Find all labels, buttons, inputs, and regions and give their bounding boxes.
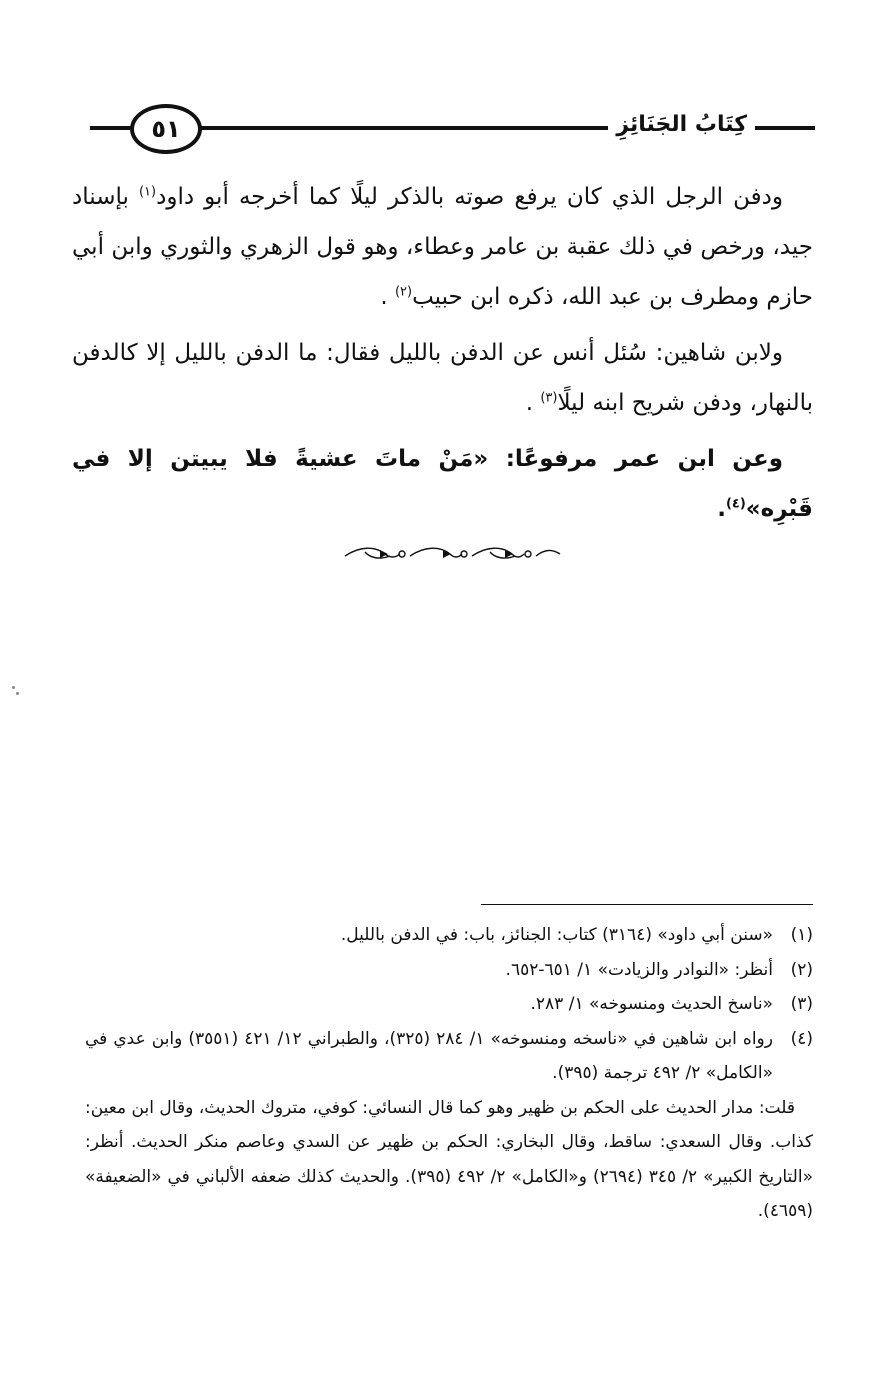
paragraph-text: . (525, 390, 541, 416)
footnote-number: (١) (790, 925, 813, 945)
page-number-badge (130, 104, 202, 154)
paragraph-text: . (380, 284, 395, 310)
main-text (72, 172, 813, 540)
footnote-text: «سنن أبي داود» (٣١٦٤) كتاب: الجنائز، باب: في الدفن بالليل. (340, 925, 773, 945)
paragraph-text: . (717, 496, 726, 522)
paragraph-2 (72, 328, 813, 428)
footnote-2 (85, 953, 813, 988)
floral-divider-icon (340, 544, 565, 564)
footnote-text: رواه ابن شاهين في «ناسخه ومنسوخه» ١/ ٢٨٤ (٣٢٥)، والطبراني ١٢/ ٤٢١ (٣٥٥١) وابن عدي في «الكامل» ٢/ ٤٩٢ ترجمة (٣٩٥). (85, 1028, 773, 1083)
footnote-number: (٢) (790, 959, 813, 980)
footnote-3 (85, 987, 813, 1022)
scan-speck (16, 692, 19, 695)
footnote-text: «ناسخ الحديث ومنسوخه» ١/ ٢٨٣. (530, 994, 773, 1014)
paragraph-3 (72, 434, 813, 534)
footnote-1 (85, 918, 813, 953)
scan-speck (12, 686, 15, 689)
footnote-ref: (٤) (725, 496, 746, 512)
footnote-ref: (٣) (540, 390, 558, 406)
header-rule-left (90, 126, 132, 130)
page-header (90, 100, 815, 162)
paragraph-text: ولابن شاهين: سُئل أنس عن الدفن بالليل فقال: ما الدفن بالليل إلا كالدفن بالنهار، ودفن شريح ابنه ليلًا (72, 340, 813, 416)
paragraph-text: ودفن الرجل الذي كان يرفع صوته بالذكر ليلًا كما أخرجه أبو داود (156, 184, 783, 210)
footnote-ref: (٢) (394, 284, 413, 300)
paragraph-text: بإسناد جيد، ورخص في ذلك عقبة بن عامر وعطاء، وهو قول الزهري والثوري وابن أبي حازم ومطرف بن عبد الله، ذكره ابن حبيب (72, 184, 813, 310)
page-number: ٥١ (151, 115, 181, 143)
footnotes (85, 918, 813, 1229)
footnote-text: أنظر: «النوادر والزيادت» ١/ ٦٥١-٦٥٢. (505, 959, 773, 980)
footnote-number: (٣) (790, 994, 813, 1014)
footnote-commentary: قلت: مدار الحديث على الحكم بن ظهير وهو كما قال النسائي: كوفي، متروك الحديث، وقال ابن معين: كذاب. وقال السعدي: ساقط، وقال البخاري: الحكم بن ظهير عن السدي وعاصم منكر الحديث. أنظر: «التاريخ الكبير» ٢/ ٣٤٥ (٢٦٩٤) و«الكامل» ٢/ ٤٩٢ (٣٩٥). والحديث كذلك ضعفه الألباني في «الضعيفة» (٤٦٥٩). (85, 1097, 813, 1221)
paragraph-1 (72, 172, 813, 322)
footnote-ref: (١) (138, 184, 157, 200)
running-title: كِتَابُ الجَنَائِزِ (608, 112, 755, 137)
header-rule-right (755, 126, 815, 130)
paragraph-text: وعن ابن عمر مرفوعًا: «مَنْ ماتَ عشيةً فلا يبيتن إلا في قَبْرِه» (72, 446, 813, 522)
footnote-number: (٤) (790, 1028, 813, 1049)
footnote-4 (85, 1022, 813, 1091)
footnote-separator (481, 904, 813, 905)
